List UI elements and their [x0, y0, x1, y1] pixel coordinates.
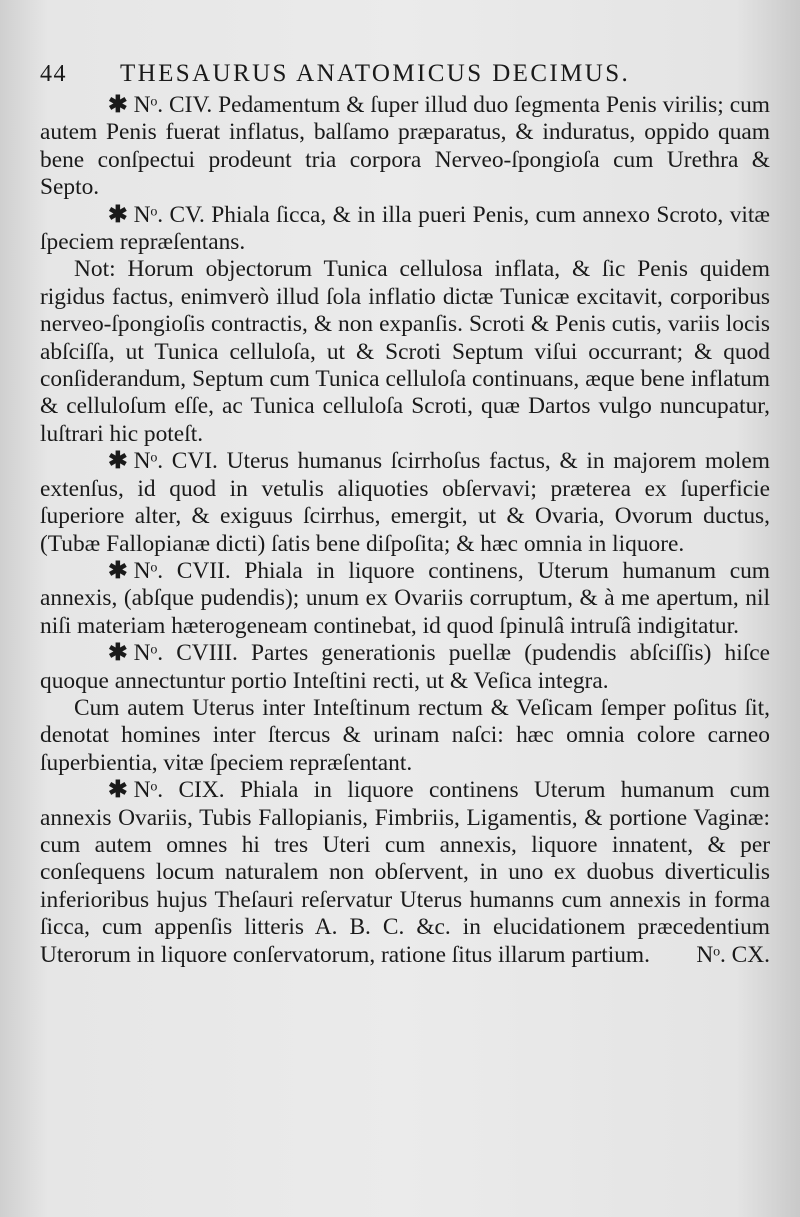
entry-text: Cum autem Uterus inter Inteſtinum rectum & Veſicam ſemper poſitus ſit, denotat homines inter ſtercus & urinam naſci: hæc omnia colore carneo ſuperbientia, vitæ ſpeciem repræſentant.: [40, 694, 770, 776]
asterisk-marker: ✱: [108, 640, 128, 667]
entry-civ: [40, 92, 770, 202]
running-title: THESAURUS ANATOMICUS DECIMUS.: [120, 60, 631, 87]
asterisk-marker: ✱: [108, 448, 128, 475]
catchword: Nᵒ. CX.: [696, 942, 770, 968]
entry-text: Nᵒ. CVII. Phiala in liquore continens, Uterum humanum cum annexis, (abſque pudendis); unum ex Ovariis corruptum, & à me apertum, nil niſi materiam hæterogeneam continebat, id quod ſpinulâ intruſâ indigitatur.: [40, 557, 770, 639]
note-paragraph: [40, 256, 770, 448]
entry-cviii: [40, 640, 770, 695]
entry-text: Nᵒ. CIX. Phiala in liquore continens Uterum humanum cum annexis Ovariis, Tubis Fallopianis, Fimbriis, Ligamentis, & portione Vaginæ: cum autem omnes hi tres Uteri cum annexis, liquore innatent, & per conſequens locum naturalem non obſervent, in uno ex duobus diverticulis inferioribus hujus Theſauri reſervatur Uterus humanns cum annexis in forma ſicca, cum appenſis litteris A. B. C. &c. in elucidationem præcedentium Uterorum in liquore conſervatorum, ratione ſitus illarum partium.: [40, 777, 770, 968]
entry-cix: [40, 777, 770, 969]
entry-text: Nᵒ. CV. Phiala ſicca, & in illa pueri Penis, cum annexo Scroto, vitæ ſpeciem repræſentans.: [40, 201, 770, 256]
asterisk-marker: ✱: [108, 557, 128, 584]
remark-paragraph: [40, 695, 770, 777]
running-head: [40, 60, 770, 88]
body-text: [40, 92, 770, 969]
entry-text: Nᵒ. CIV. Pedamentum & ſuper illud duo ſegmenta Penis virilis; cum autem Penis fuerat inflatus, balſamo præparatus, & induratus, oppido quam bene conſpectui prodeunt tria corpora Nerveo-ſpongioſa cum Urethra & Septo.: [40, 92, 770, 201]
entry-text: Not: Horum objectorum Tunica cellulosa inflata, & ſic Penis quidem rigidus factus, enimverò illud ſola inflatio dictæ Tunicæ excitavit, corporibus nerveo-ſpongioſis contractis, & non expanſis. Scroti & Penis cutis, variis locis abſciſſa, ut Tunica celluloſa, ut & Scroti Septum viſui occurrant; & quod conſiderandum, Septum cum Tunica celluloſa continuans, æque bene inflatum & celluloſum eſſe, ac Tunica celluloſa Scroti, quæ Dartos vulgo nuncupatur, luſtrari hic poteſt.: [40, 256, 770, 447]
asterisk-marker: ✱: [108, 92, 128, 118]
entry-cv: [40, 202, 770, 257]
entry-text: Nᵒ. CVIII. Partes generationis puellæ (pudendis abſciſſis) hiſce quoque annectuntur portio Inteſtini recti, ut & Veſica integra.: [40, 640, 770, 694]
asterisk-marker: ✱: [108, 777, 128, 804]
asterisk-marker: ✱: [108, 201, 128, 228]
entry-cvi: [40, 448, 770, 558]
entry-cvii: [40, 558, 770, 640]
page-number: 44: [40, 61, 67, 87]
entry-text: Nᵒ. CVI. Uterus humanus ſcirrhoſus factus, & in majorem molem extenſus, id quod in vetulis aliquoties obſervavi; præterea ex ſuperficie ſuperiore alter, & exiguus ſcirrhus, emergit, ut & Ovaria, Ovorum ductus, (Tubæ Fallopianæ dicti) ſatis bene diſpoſita; & hæc omnia in liquore.: [40, 448, 770, 557]
